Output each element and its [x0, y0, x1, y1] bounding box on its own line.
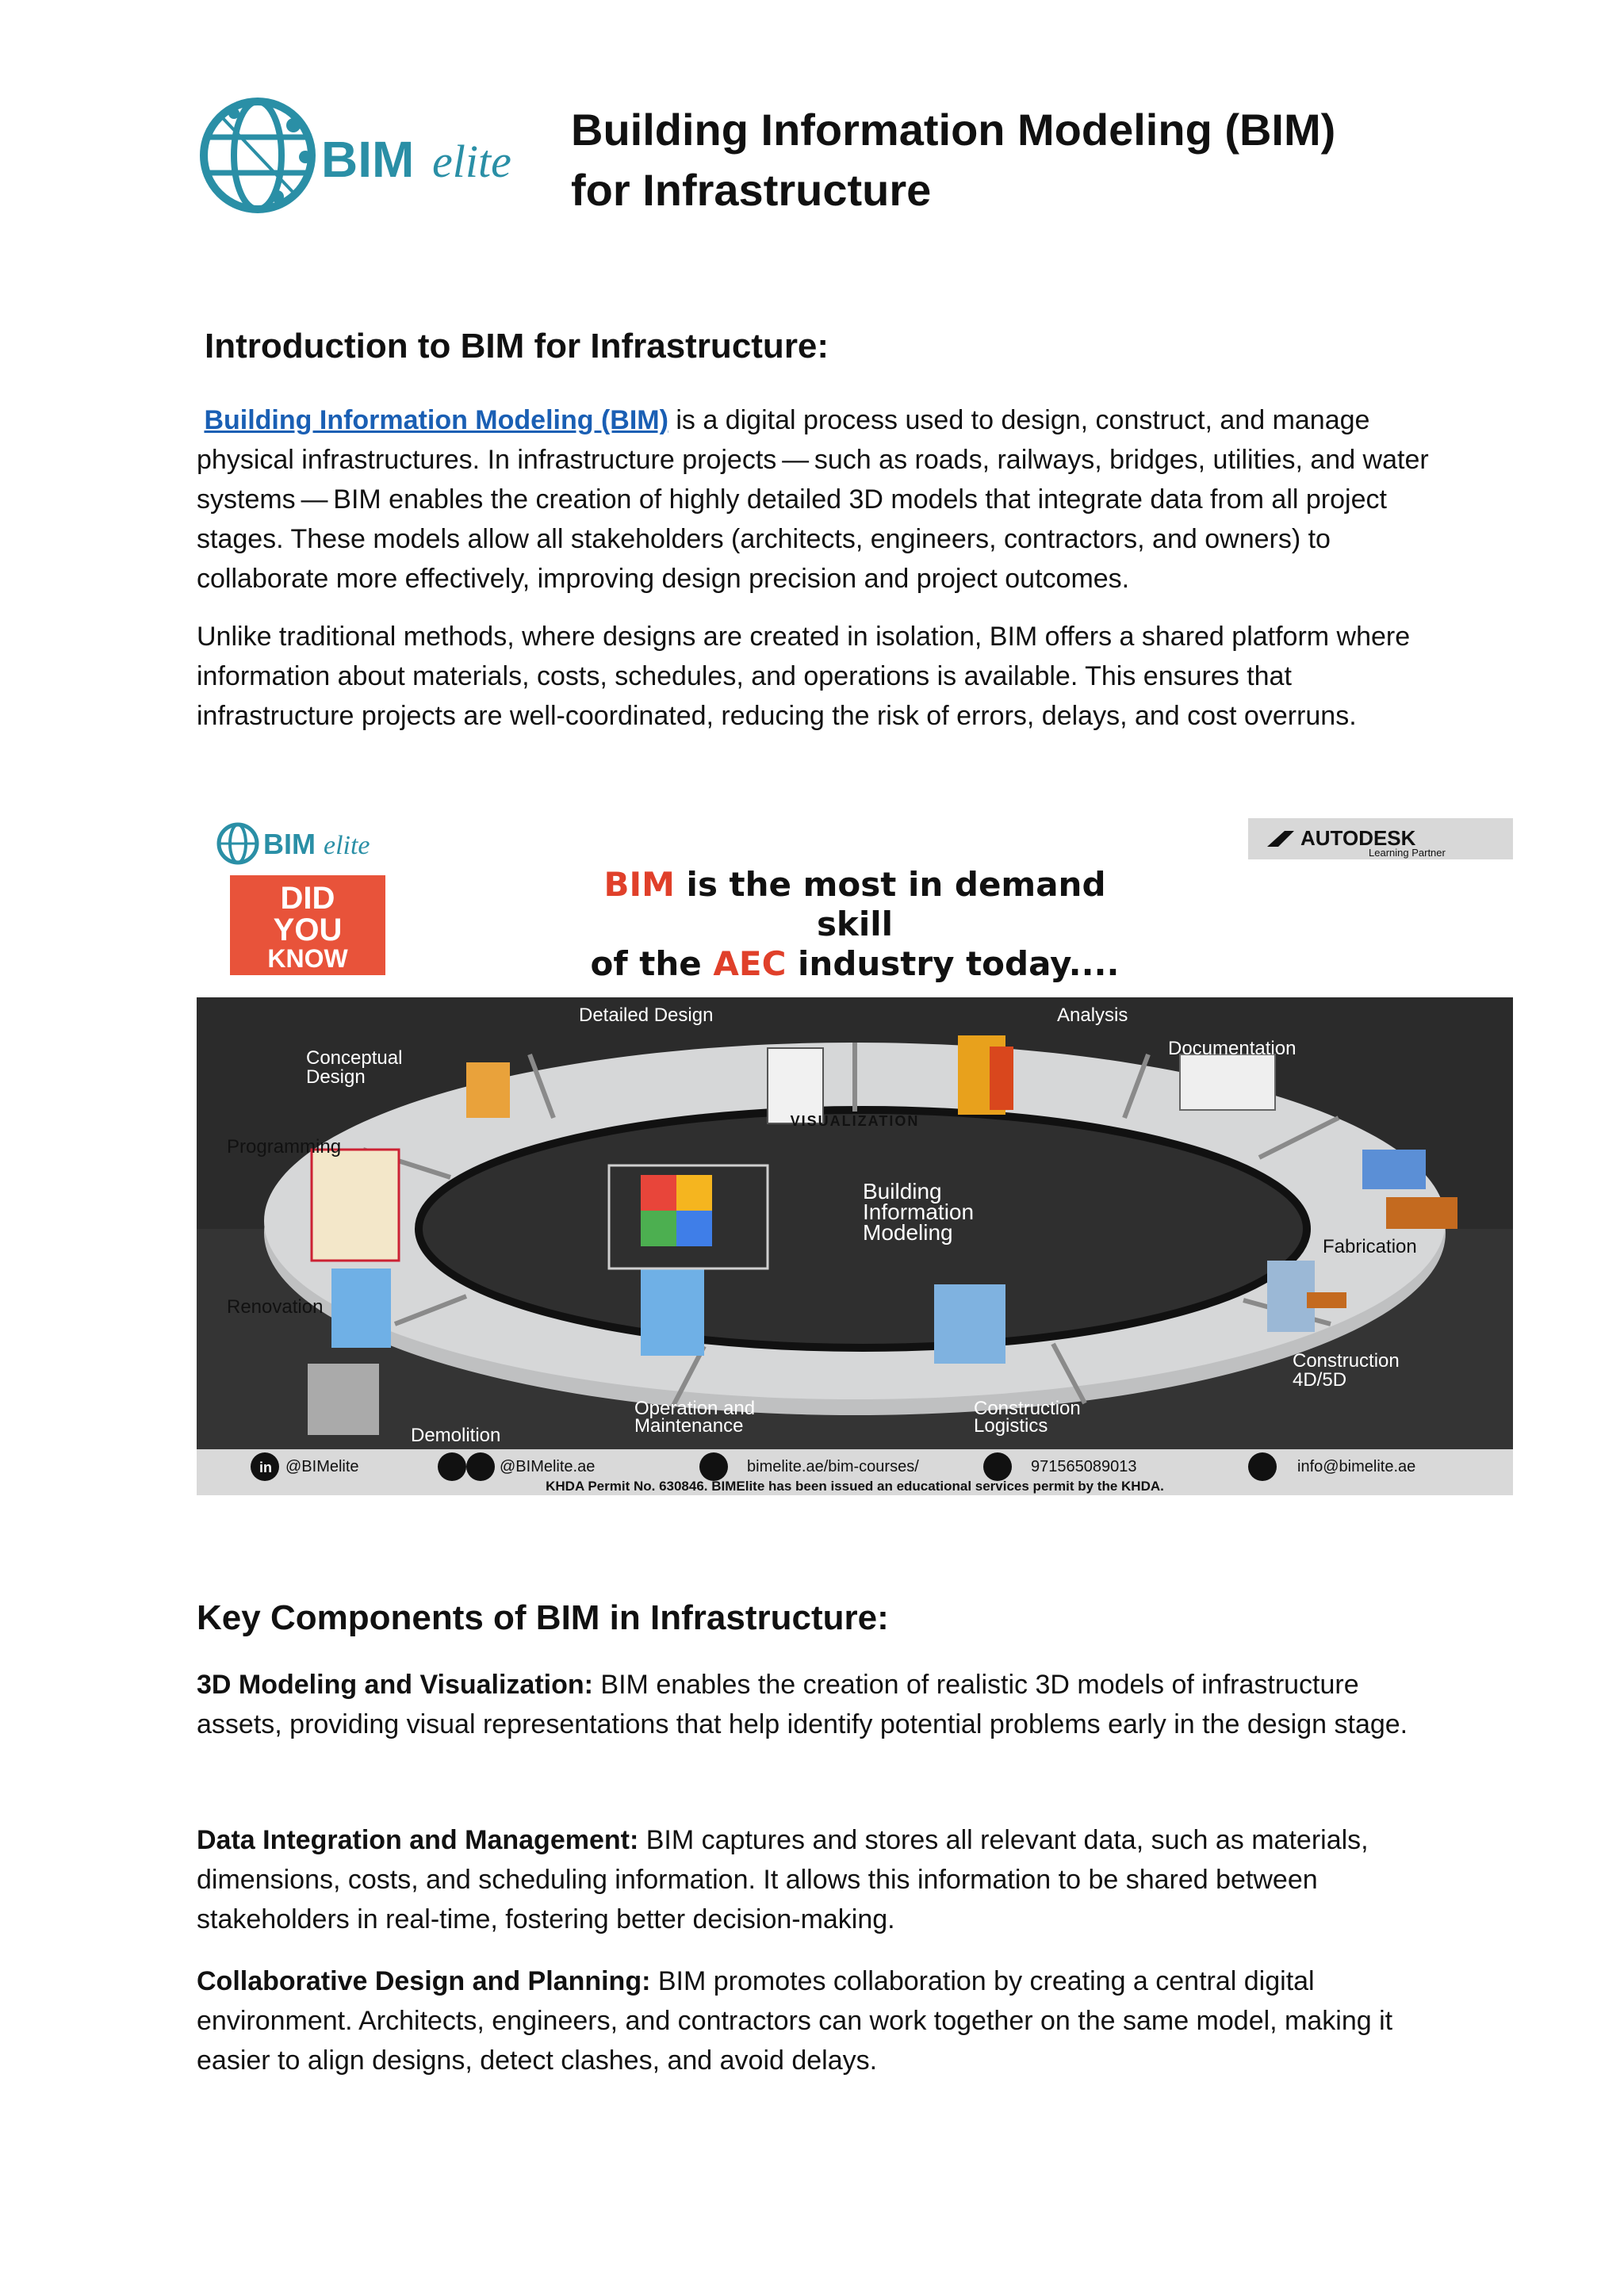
stage-operation-2: Maintenance — [634, 1415, 744, 1437]
facebook-icon — [438, 1452, 466, 1481]
instagram-icon — [466, 1452, 495, 1481]
visualization-label: VISUALIZATION — [790, 1113, 920, 1129]
autodesk-partner-badge — [1248, 818, 1513, 859]
component-collaborative-design-text: BIM promotes collaboration by creating a central digital environment. Architects, engineers, and contractors can work together on the same model, making it easier to align designs, detect clashes, and avoid delays. — [197, 1966, 1393, 2076]
bimelite-logo — [198, 94, 547, 228]
svg-text:skill: skill — [816, 905, 894, 943]
stage-construction-2: 4D/5D — [1293, 1369, 1347, 1391]
stage-conceptual-design-1: Conceptual — [306, 1047, 403, 1069]
globe-network-icon — [198, 94, 547, 228]
stage-construction-1: Construction — [1293, 1350, 1400, 1372]
intro-paragraph-2: Unlike traditional methods, where designs are created in isolation, BIM offers a shared platform where information about materials, costs, schedules, and operations is available. This ensures that infrastructure projects are well-coordinated, reducing the risk of errors, delays, and cost overruns. — [197, 622, 1411, 731]
key-components-heading: Key Components of BIM in Infrastructure: — [197, 1598, 889, 1637]
svg-text:BIM is the most in demand: BIM is the most in demand — [603, 865, 1106, 904]
svg-text:of the AEC industry today....: of the AEC industry today.... — [590, 944, 1120, 983]
svg-text:elite: elite — [324, 831, 370, 860]
stage-analysis: Analysis — [1057, 1004, 1128, 1026]
intro-heading: Introduction to BIM for Infrastructure: — [205, 327, 829, 365]
component-3d-modeling-text: BIM enables the creation of realistic 3D models of infrastructure assets, providing visual representations that help identify potential problems early in the design stage. — [197, 1670, 1408, 1739]
svg-text:KNOW: KNOW — [267, 944, 348, 973]
component-collaborative-design — [197, 1961, 1434, 2080]
contact-phone: 971565089013 — [1031, 1458, 1137, 1475]
svg-text:Learning Partner: Learning Partner — [1369, 847, 1446, 859]
contact-website: bimelite.ae/bim-courses/ — [747, 1458, 919, 1475]
svg-text:Building: Building — [863, 1179, 942, 1203]
globe-icon — [699, 1452, 728, 1481]
intro-paragraph-1-text: is a digital process used to design, construct, and manage physical infrastructures. In infrastructure projects — such as roads, railways, bridges, utilities, and water systems — BIM enables the creation of highly detailed 3D models that integrate data from all project stages. These models allow all stakeholders (architects, engineers, contractors, and owners) to collaborate more effectively, improving design precision and project outcomes. — [197, 405, 1429, 594]
svg-text:BIM: BIM — [321, 131, 415, 188]
component-3d-modeling-title: 3D Modeling and Visualization: — [197, 1670, 593, 1700]
bim-infographic — [197, 817, 1513, 1495]
svg-text:elite: elite — [432, 136, 511, 187]
component-data-integration-text: BIM captures and stores all relevant data, such as materials, dimensions, costs, and scheduling information. It allows this information to be shared between stakeholders in real-time, fostering better decision-making. — [197, 1825, 1369, 1934]
component-data-integration-title: Data Integration and Management: — [197, 1825, 639, 1855]
document-title — [571, 100, 1522, 220]
email-icon — [1248, 1452, 1277, 1481]
contact-linkedin: @BIMelite — [285, 1458, 359, 1475]
stage-documentation: Documentation — [1168, 1038, 1297, 1059]
svg-text:in: in — [259, 1460, 272, 1475]
stage-logistics-2: Logistics — [974, 1415, 1048, 1437]
component-collaborative-design-title: Collaborative Design and Planning: — [197, 1966, 651, 1996]
stage-fabrication: Fabrication — [1323, 1236, 1417, 1257]
stage-renovation: Renovation — [227, 1296, 324, 1318]
phone-icon — [983, 1452, 1012, 1481]
bim-link[interactable]: Building Information Modeling (BIM) — [204, 405, 668, 435]
title-line-1: Building Information Modeling (BIM) — [571, 105, 1336, 155]
stage-detailed-design: Detailed Design — [579, 1004, 714, 1026]
stage-conceptual-design-2: Design — [306, 1066, 366, 1088]
stage-logistics-1: Construction — [974, 1398, 1081, 1419]
svg-text:BIM: BIM — [263, 828, 316, 860]
stage-demolition: Demolition — [411, 1425, 501, 1446]
component-data-integration — [197, 1820, 1434, 1939]
svg-text:AUTODESK: AUTODESK — [1300, 826, 1416, 850]
svg-text:Information: Information — [863, 1200, 975, 1224]
khda-permit: KHDA Permit No. 630846. BIMElite has been issued an educational services permit by the KHDA. — [546, 1479, 1164, 1494]
did-you-know-badge — [230, 875, 385, 975]
svg-text:Modeling: Modeling — [863, 1220, 953, 1245]
intro-paragraph-1 — [197, 400, 1434, 599]
svg-text:DID: DID — [280, 881, 335, 916]
contact-facebook-instagram: @BIMelite.ae — [500, 1458, 596, 1475]
svg-text:YOU: YOU — [273, 913, 343, 947]
component-3d-modeling — [197, 1665, 1434, 1744]
title-line-2: for Infrastructure — [571, 165, 932, 215]
stage-operation-1: Operation and — [634, 1398, 756, 1419]
stage-programming: Programming — [227, 1136, 342, 1158]
contact-email: info@bimelite.ae — [1297, 1458, 1416, 1475]
